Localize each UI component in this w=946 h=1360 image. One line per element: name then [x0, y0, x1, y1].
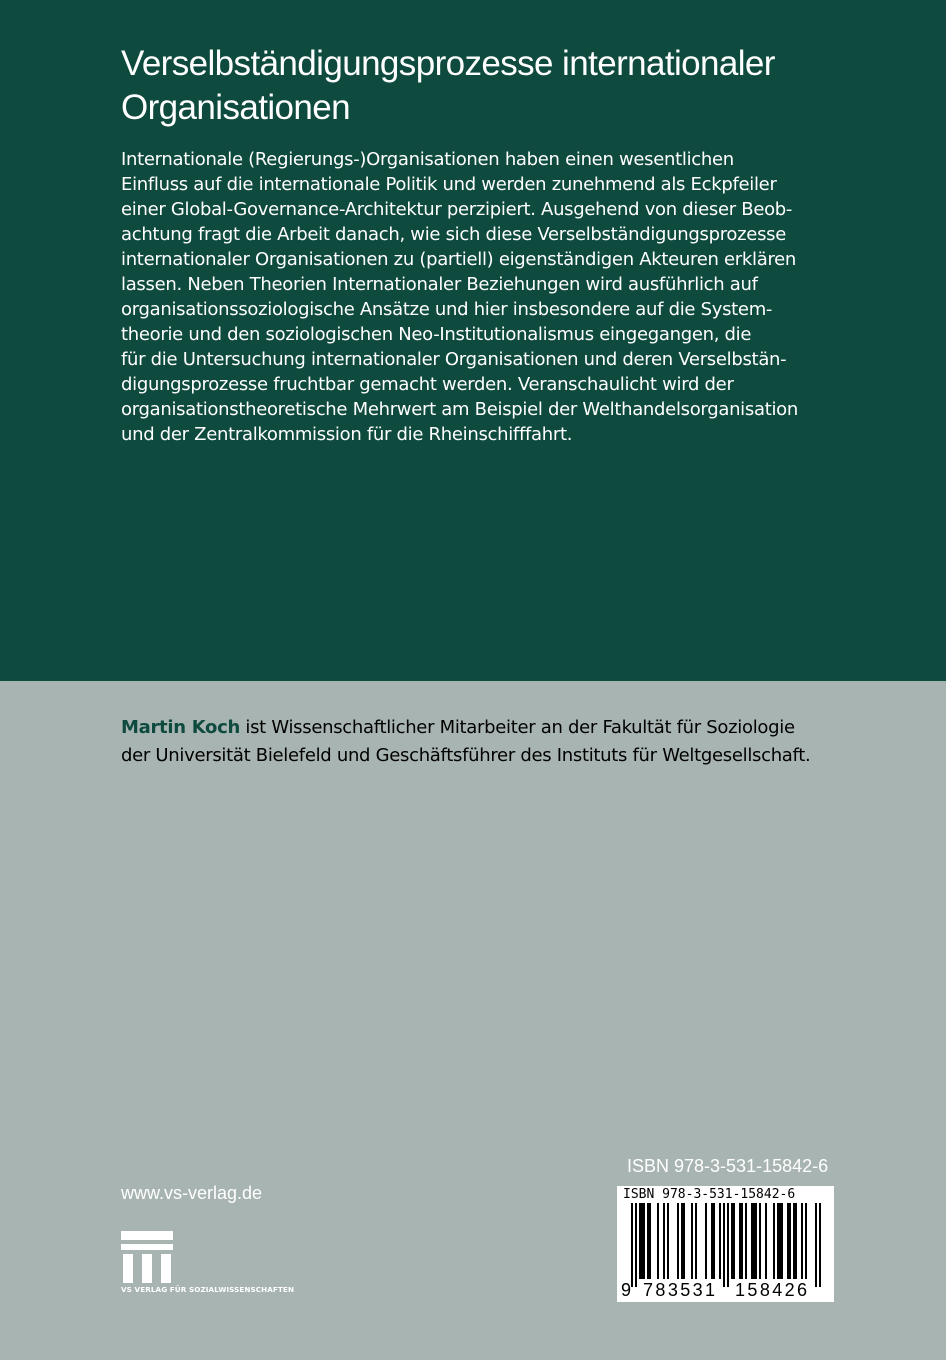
barcode-right-digits: 158426 — [735, 1280, 810, 1300]
barcode-bar — [787, 1203, 789, 1279]
barcode-bar — [695, 1203, 697, 1279]
blurb-line: digungsprozesse fruchtbar gemacht werden. Veranschaulicht wird der — [121, 374, 734, 395]
author-bio — [121, 714, 881, 770]
barcode-bar — [777, 1203, 779, 1279]
title-line: Verselbständigungsprozesse internationaler — [121, 44, 775, 83]
book-title — [121, 42, 841, 130]
barcode-bar — [649, 1203, 651, 1279]
barcode-bar — [751, 1203, 753, 1279]
author-bio-line — [121, 714, 881, 742]
blurb-line: Einfluss auf die internationale Politik und werden zunehmend als Eckpfeiler — [121, 174, 777, 195]
barcode-bar — [643, 1203, 645, 1279]
barcode-bar — [723, 1203, 725, 1287]
barcode-isbn-label: ISBN 978-3-531-15842-6 — [623, 1187, 796, 1202]
blurb-line: theorie und den soziologischen Neo-Institutionalismus eingegangen, die — [121, 324, 752, 345]
author-bio-line: der Universität Bielefeld und Geschäftsführer des Instituts für Weltgesellschaft. — [121, 745, 811, 766]
barcode-bar — [663, 1203, 665, 1279]
barcode-bar — [765, 1203, 767, 1279]
barcode-bar — [647, 1203, 649, 1279]
publisher-logo-icon — [121, 1231, 173, 1283]
blurb-line: für die Untersuchung internationaler Organisationen und deren Verselbstän- — [121, 349, 787, 370]
blurb-line: achtung fragt die Arbeit danach, wie sich diese Verselbständigungsprozesse — [121, 224, 787, 245]
publisher-website[interactable]: www.vs-verlag.de — [121, 1183, 263, 1203]
blurb-line: organisationssoziologische Ansätze und hier insbesondere auf die System- — [121, 299, 773, 320]
barcode-bar — [815, 1203, 817, 1287]
barcode-bar — [793, 1203, 795, 1279]
blurb-line: Internationale (Regierungs-)Organisationen haben einen wesentlichen — [121, 149, 734, 170]
barcode-bar — [677, 1203, 679, 1279]
barcode-bar — [739, 1203, 741, 1279]
barcode-bar — [759, 1203, 761, 1279]
barcode-bar — [691, 1203, 693, 1279]
barcode-bar — [801, 1203, 803, 1279]
book-blurb — [121, 147, 841, 447]
isbn-label: ISBN 978-3-531-15842-6 — [627, 1156, 829, 1176]
blurb-line: internationaler Organisationen zu (partiell) eigenständigen Akteuren erklären — [121, 249, 797, 270]
barcode-bar — [719, 1203, 721, 1279]
barcode-bar — [781, 1203, 783, 1279]
barcode-bar — [733, 1203, 735, 1279]
blurb-line: einer Global-Governance-Architektur perzipiert. Ausgehend von dieser Beob- — [121, 199, 793, 220]
barcode-bar — [741, 1203, 743, 1279]
barcode-bar — [745, 1203, 747, 1279]
barcode-first-digit: 9 — [621, 1280, 632, 1300]
barcode-bar — [755, 1203, 757, 1279]
barcode-bar — [705, 1203, 707, 1279]
barcode-bar — [711, 1203, 713, 1279]
barcode-bar — [753, 1203, 755, 1279]
barcode-bar — [795, 1203, 797, 1279]
barcode-bar — [805, 1203, 807, 1279]
barcode-bar — [681, 1203, 683, 1279]
barcode-bar — [657, 1203, 659, 1279]
barcode-bar — [641, 1203, 643, 1279]
blurb-line: lassen. Neben Theorien Internationaler Beziehungen wird ausführlich auf — [121, 274, 758, 295]
barcode-bar — [639, 1203, 641, 1279]
blurb-line: organisationstheoretische Mehrwert am Beispiel der Welthandelsorganisation — [121, 399, 798, 420]
barcode-bar — [727, 1203, 729, 1287]
barcode-bar — [773, 1203, 775, 1279]
title-line: Organisationen — [121, 88, 350, 127]
barcode — [617, 1186, 834, 1302]
barcode-bar — [779, 1203, 781, 1279]
barcode-bar — [713, 1203, 715, 1279]
barcode-bar — [731, 1203, 733, 1279]
barcode-bar — [635, 1203, 637, 1287]
publisher-name: VS VERLAG FÜR SOZIALWISSENSCHAFTEN — [121, 1285, 295, 1294]
barcode-bar — [667, 1203, 669, 1279]
author-name: Martin Koch — [121, 717, 240, 738]
barcode-bar — [819, 1203, 821, 1287]
barcode-bar — [631, 1203, 633, 1287]
barcode-left-digits: 783531 — [643, 1280, 718, 1300]
author-bio-text: ist Wissenschaftlicher Mitarbeiter an der Fakultät für Soziologie — [239, 717, 795, 738]
barcode-bar — [789, 1203, 791, 1279]
barcode-bar — [683, 1203, 685, 1279]
blurb-line: und der Zentralkommission für die Rheinschifffahrt. — [121, 424, 573, 445]
